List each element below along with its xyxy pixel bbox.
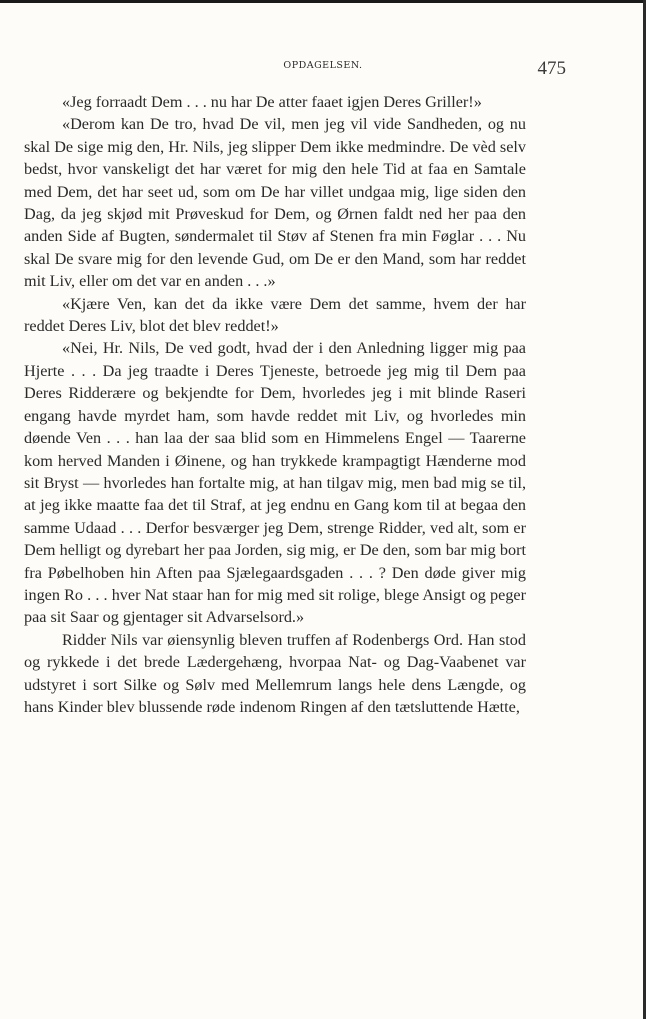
scan-border-top xyxy=(0,0,646,3)
body-text xyxy=(24,91,526,718)
running-title: OPDAGELSEN. xyxy=(283,60,363,71)
paragraph: «Nei, Hr. Nils, De ved godt, hvad der i den Anledning ligger mig paa Hjerte . . . Da jeg traadte i Deres Tjeneste, betroede jeg mig til Dem paa Deres Ridderære og bekjendte for Dem, hvorledes jeg i mit blinde Raseri engang havde myrdet ham, som havde reddet mit Liv, og hvorledes min døende Ven . . . han laa der saa blid som en Himmelens Engel — Taarerne kom herved Manden i Øinene, og han trykkede krampagtigt Hænderne mod sit Bryst — hvorledes han fortalte mig, at han tilgav mig, men bad mig se til, at jeg ikke maatte faa det til Straf, at jeg endnu en Gang kom til at begaa den samme Udaad . . . Derfor besværger jeg Dem, strenge Ridder, ved alt, som er Dem helligt og dyrebart her paa Jorden, sig mig, er De den, som bar mig bort fra Pøbelhoben hin Aften paa Sjælegaardsgaden . . . ? Den døde giver mig ingen Ro . . . hver Nat staar han for mig med sit rolige, blege Ansigt og peger paa sit Saar og gjentager sit Advarselsord.» xyxy=(24,339,526,627)
paragraph: Ridder Nils var øiensynlig bleven truffen af Rodenbergs Ord. Han stod og rykkede i det brede Lædergehæng, hvorpaa Nat- og Dag-Vaabenet var udstyret i sort Silke og Sølv med Mellemrum langs hele dens Længde, og hans Kinder blev blussende røde indenom Ringen af den tætsluttende Hætte, xyxy=(24,630,526,716)
paragraph: «Jeg forraadt Dem . . . nu har De atter faaet igjen Deres Griller!» xyxy=(62,93,482,111)
paragraph: «Derom kan De tro, hvad De vil, men jeg vil vide Sandheden, og nu skal De sige mig den, Hr. Nils, jeg slipper Dem ikke medmindre. De vèd selv bedst, hvor vanskeligt det har været for mig den hele Tid at faa en Samtale med Dem, det har seet ud, som om De har villet undgaa mig, lige siden den Dag, da jeg skjød mit Prøveskud for Dem, og Ørnen faldt ned her paa den anden Side af Bugten, søndermalet til Støv af Stenen fra min Føglar . . . Nu skal De svare mig for den levende Gud, om De er den Mand, som har reddet mit Liv, eller om det var en anden . . .» xyxy=(24,115,526,291)
page-number: 475 xyxy=(537,58,566,79)
paragraph: «Kjære Ven, kan det da ikke være Dem det samme, hvem der har reddet Deres Liv, blot det blev reddet!» xyxy=(24,294,526,336)
